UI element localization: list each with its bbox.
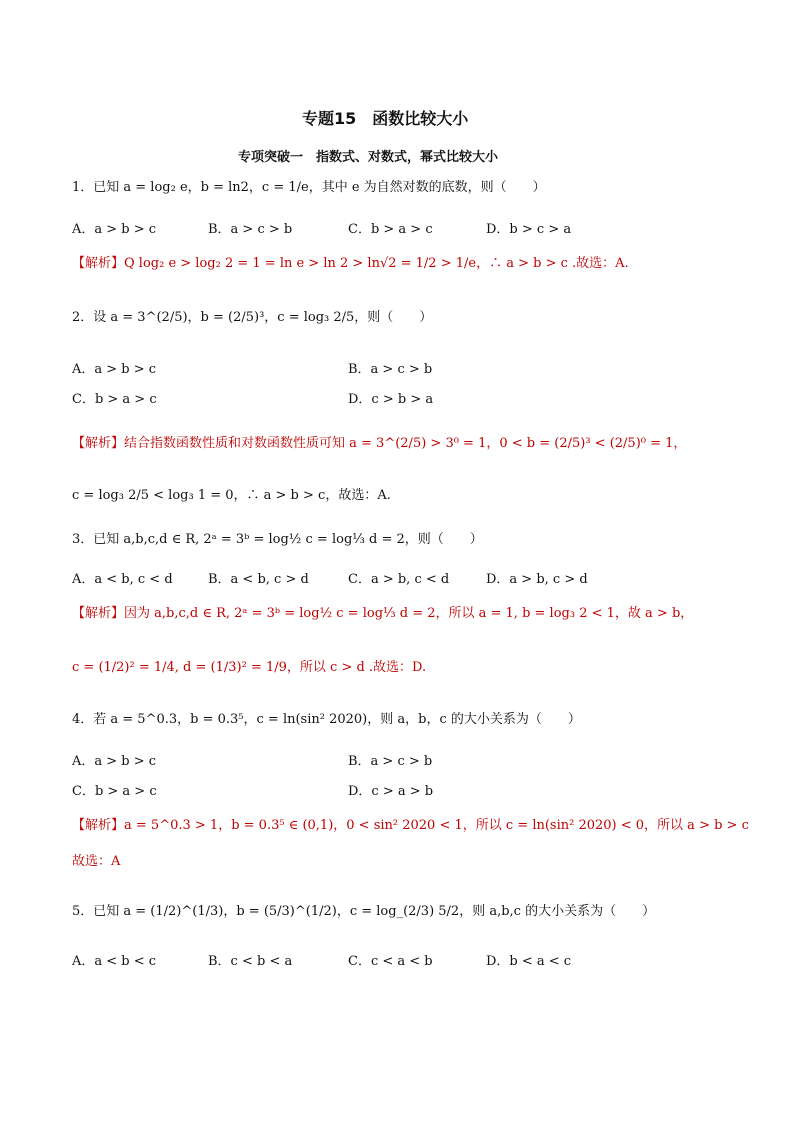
question-1-stem: 1．已知 a = log₂ e，b = ln2，c = 1/e，其中 e 为自然对数的底数，则（ ） [72,180,546,195]
question-4-stem: 4．若 a = 5^0.3，b = 0.3⁵，c = ln(sin² 2020)，则 a，b，c 的大小关系为（ ） [72,712,581,727]
q3-analysis [72,604,693,624]
analysis-tag: 【解析】 [72,256,125,271]
q3-analysis-text-1: 因为 a,b,c,d ∈ R, 2ᵃ = 3ᵇ = log½ c = log⅓ d = 2，所以 a = 1, b = log₃ 2 < 1，故 a > b， [124,606,694,621]
q2-option-d: D．c > b > a [348,392,434,407]
question-2-stem: 2．设 a = 3^(2/5)，b = (2/5)³，c = log₃ 2/5，则（ ） [72,310,433,325]
q3-option-c: C．a > b, c < d [348,572,450,587]
q1-option-a: A．a > b > c [72,222,157,237]
analysis-tag: 【解析】 [72,436,125,451]
q2-analysis-line-2: c = log₃ 2/5 < log₃ 1 = 0，∴ a > b > c，故选：A. [72,488,391,503]
q1-option-b: B．a > c > b [208,222,293,237]
q2-option-c: C．b > a > c [72,392,157,407]
q1-option-c: C．b > a > c [348,222,433,237]
q4-option-c: C．b > a > c [72,784,157,799]
q4-analysis-text-1: a = 5^0.3 > 1，b = 0.3⁵ ∈ (0,1)，0 < sin² 2020 < 1，所以 c = ln(sin² 2020) < 0，所以 a > b > c [124,818,749,833]
q4-option-d: D．c > a > b [348,784,434,799]
q3-option-d: D．a > b, c > d [486,572,588,587]
q1-option-d: D．b > c > a [486,222,572,237]
q5-option-d: D．b < a < c [486,954,572,969]
q3-option-b: B．a < b, c > d [208,572,309,587]
q2-option-a: A．a > b > c [72,362,157,377]
analysis-tag: 【解析】 [72,818,125,833]
q4-analysis-line-2: 故选：A [72,854,121,869]
q3-analysis-line-2: c = (1/2)² = 1/4, d = (1/3)² = 1/9，所以 c > d .故选：D. [72,660,427,675]
q3-option-a: A．a < b, c < d [72,572,173,587]
q4-option-b: B．a > c > b [348,754,433,769]
question-5-stem: 5．已知 a = (1/2)^(1/3)，b = (5/3)^(1/2)，c = log_(2/3) 5/2，则 a,b,c 的大小关系为（ ） [72,904,656,919]
q5-option-b: B．c < b < a [208,954,293,969]
q2-analysis-text-1: 结合指数函数性质和对数函数性质可知 a = 3^(2/5) > 3⁰ = 1，0 < b = (2/5)³ < (2/5)⁰ = 1， [124,436,687,451]
q1-analysis-text: Q log₂ e > log₂ 2 = 1 = ln e > ln 2 > ln√2 = 1/2 > 1/e，∴ a > b > c .故选：A. [124,256,629,271]
section-subtitle: 专项突破一 指数式、对数式，幂式比较大小 [238,150,499,165]
q4-option-a: A．a > b > c [72,754,157,769]
q2-analysis [72,434,686,454]
q2-option-b: B．a > c > b [348,362,433,377]
q5-option-c: C．c < a < b [348,954,433,969]
page-title: 专题15 函数比较大小 [302,109,469,128]
q4-analysis [72,816,749,836]
analysis-tag: 【解析】 [72,606,125,621]
q1-analysis [72,254,629,274]
q5-option-a: A．a < b < c [72,954,157,969]
question-3-stem: 3．已知 a,b,c,d ∈ R, 2ᵃ = 3ᵇ = log½ c = log⅓ d = 2，则（ ） [72,532,483,547]
